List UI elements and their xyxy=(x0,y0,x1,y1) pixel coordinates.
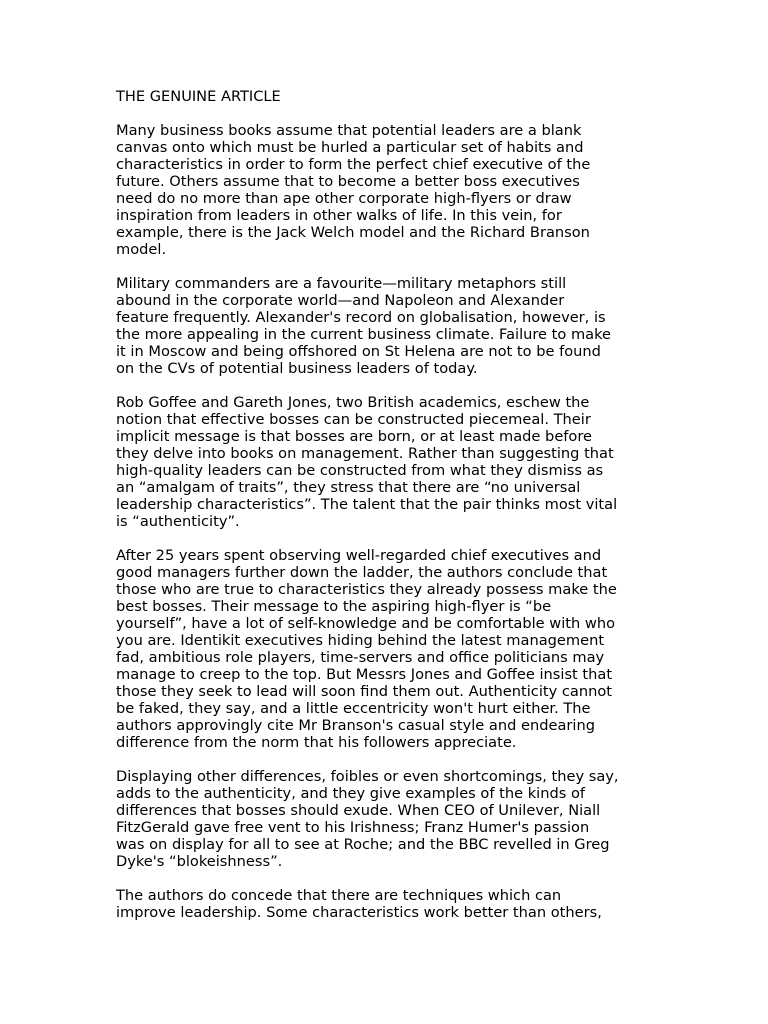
paragraph-line: be faked, they say, and a little eccentricity won't hurt either. The xyxy=(116,700,591,717)
paragraph-line: characteristics in order to form the perfect chief executive of the xyxy=(116,156,591,173)
paragraph-line: Many business books assume that potential leaders are a blank xyxy=(116,122,582,139)
paragraph-line: After 25 years spent observing well-regarded chief executives and xyxy=(116,547,602,564)
paragraph-line: leadership characteristics”. The talent that the pair thinks most vital xyxy=(116,496,618,513)
article-paragraph xyxy=(116,547,656,751)
paragraph-line: you are. Identikit executives hiding behind the latest management xyxy=(116,632,605,649)
article-paragraph xyxy=(116,394,656,530)
paragraph-line: implicit message is that bosses are born, or at least made before xyxy=(116,428,593,445)
paragraph-line: Dyke's “blokeishness”. xyxy=(116,853,283,870)
paragraph-line: best bosses. Their message to the aspiring high-flyer is “be xyxy=(116,598,552,615)
paragraph-line: Displaying other differences, foibles or even shortcomings, they say, xyxy=(116,768,619,785)
paragraph-line: manage to creep to the top. But Messrs Jones and Goffee insist that xyxy=(116,666,613,683)
paragraph-line: was on display for all to see at Roche; and the BBC revelled in Greg xyxy=(116,836,610,853)
paragraph-line: model. xyxy=(116,241,167,258)
paragraph-line: difference from the norm that his followers appreciate. xyxy=(116,734,517,751)
paragraph-line: Military commanders are a favourite—military metaphors still xyxy=(116,275,567,292)
article-paragraph xyxy=(116,887,656,921)
document-page xyxy=(116,88,656,938)
article-paragraph xyxy=(116,122,656,258)
article-paragraph xyxy=(116,275,656,377)
paragraph-line: feature frequently. Alexander's record on globalisation, however, is xyxy=(116,309,606,326)
paragraph-line: those who are true to characteristics they already possess make the xyxy=(116,581,617,598)
paragraph-line: FitzGerald gave free vent to his Irishness; Franz Humer's passion xyxy=(116,819,590,836)
paragraph-line: abound in the corporate world—and Napoleon and Alexander xyxy=(116,292,565,309)
paragraph-line: they delve into books on management. Rather than suggesting that xyxy=(116,445,614,462)
paragraph-line: good managers further down the ladder, the authors conclude that xyxy=(116,564,608,581)
paragraph-line: it in Moscow and being offshored on St Helena are not to be found xyxy=(116,343,601,360)
article-title: THE GENUINE ARTICLE xyxy=(116,88,281,105)
paragraph-line: Rob Goffee and Gareth Jones, two British academics, eschew the xyxy=(116,394,590,411)
paragraph-line: yourself”, have a lot of self-knowledge and be comfortable with who xyxy=(116,615,616,632)
paragraph-line: need do no more than ape other corporate high-flyers or draw xyxy=(116,190,572,207)
paragraph-line: an “amalgam of traits”, they stress that there are “no universal xyxy=(116,479,581,496)
paragraph-line: inspiration from leaders in other walks of life. In this vein, for xyxy=(116,207,562,224)
paragraph-line: future. Others assume that to become a better boss executives xyxy=(116,173,580,190)
paragraph-line: notion that effective bosses can be constructed piecemeal. Their xyxy=(116,411,591,428)
paragraph-line: improve leadership. Some characteristics work better than others, xyxy=(116,904,602,921)
paragraph-line: example, there is the Jack Welch model and the Richard Branson xyxy=(116,224,590,241)
paragraph-line: fad, ambitious role players, time-servers and office politicians may xyxy=(116,649,605,666)
paragraph-line: the more appealing in the current business climate. Failure to make xyxy=(116,326,612,343)
paragraph-line: canvas onto which must be hurled a particular set of habits and xyxy=(116,139,584,156)
paragraph-line: on the CVs of potential business leaders of today. xyxy=(116,360,478,377)
paragraph-line: authors approvingly cite Mr Branson's casual style and endearing xyxy=(116,717,595,734)
paragraph-line: differences that bosses should exude. When CEO of Unilever, Niall xyxy=(116,802,601,819)
paragraph-line: adds to the authenticity, and they give examples of the kinds of xyxy=(116,785,586,802)
paragraph-line: high-quality leaders can be constructed from what they dismiss as xyxy=(116,462,604,479)
article-paragraph xyxy=(116,768,656,870)
article-body xyxy=(116,122,656,921)
paragraph-line: The authors do concede that there are techniques which can xyxy=(116,887,562,904)
paragraph-line: those they seek to lead will soon find them out. Authenticity cannot xyxy=(116,683,612,700)
paragraph-line: is “authenticity”. xyxy=(116,513,240,530)
